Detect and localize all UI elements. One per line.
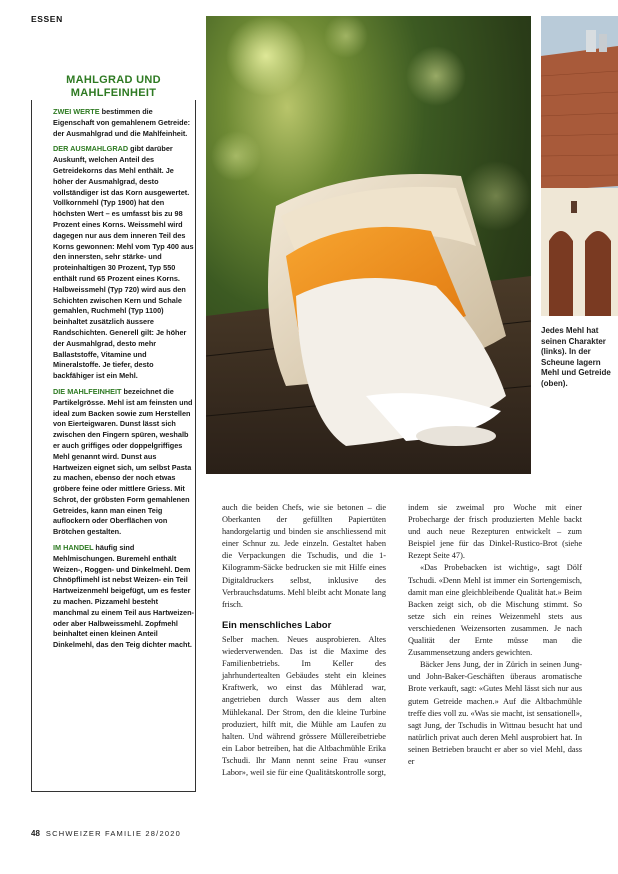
magazine-issue: SCHWEIZER FAMILIE 28/2020 bbox=[45, 829, 181, 838]
flour-bag-photo bbox=[206, 16, 531, 474]
barn-illustration bbox=[541, 16, 618, 316]
photo-caption: Jedes Mehl hat seinen Charakter (links). In der Scheune lagern Mehl und Getreide (oben). bbox=[541, 326, 611, 388]
info-box-title: MAHLGRAD UND MAHLFEINHEIT bbox=[31, 74, 196, 100]
flour-bag-illustration bbox=[206, 16, 531, 474]
info-paragraph: ZWEI WERTE bestimmen die Eigenschaft von gemahlenem Getreide: der Ausmahlgrad und die Mahlfeinheit. bbox=[53, 107, 191, 138]
paragraph: Selber machen. Neues ausprobieren. Altes wiederverwenden. Das ist die Maxime des Familienbetriebs. Im Keller des jahrhundertealten Gebäudes steht ein kleines Kraftwerk, wo einst das Mühlerad war, angetrieben durch Wasser aus dem alten Mühlekanal. Der Strom, den die kleine Turbine produziert, hilft mit, die Mühle am Laufen zu halten. Und während grössere Müllereibetriebe ein Labor betreiben, hat die Altbachmühle Erika Tschudi. Ihr Mann nennt seine Frau «unser Labor», weil sie für eine Qualitätskontrolle sorgt, bbox=[222, 634, 386, 777]
page-number: 48 bbox=[31, 829, 40, 838]
subheading: Ein menschliches Labor bbox=[222, 619, 332, 631]
barn-photo bbox=[541, 16, 618, 316]
paragraph: auch die beiden Chefs, wie sie betonen – die Oberkanten der gefüllten Papiertüten handorgelartig und binden sie anschliessend mit einer Schnur zu. Jede einzeln. Gestaltet haben die Verpackungen die Tschudis, und die 1-Kilogramm-Säcke bedrucken sie mit Hilfe eines Digitaldruckers selbst, inklusive des Verbrauchsdatums. Mehl bleibt acht Monate lang frisch. bbox=[222, 503, 386, 609]
paragraph: indem sie zweimal pro Woche mit einer Probecharge der frisch produzierten Mehle backt und auch neue Rezepturen entwickelt – zum Beispiel jene für das Dinkel-Rustico-Brot (siehe Rezept Seite 47). bbox=[408, 503, 582, 561]
article-column-2 bbox=[408, 502, 582, 768]
page-footer bbox=[31, 829, 181, 838]
info-paragraph: DIE MAHLFEINHEIT bezeichnet die Partikelgrösse. Mehl ist am feinsten und ideal zum Backen sowie zum Herstellen von Eierteigwaren. Dunst lässt sich zwischen den Fingern spüren, weshalb er auch griffiges oder doppelgriffiges Mehl genannt wird. Dunst aus Hartweizen eignet sich, um selbst Pasta zu machen, ebenso der noch etwas gröbere feine oder mittlere Griess. Mit Schrot, der gröbsten Form gemahlenen Getreides, kann man einen Teig auflockern oder Oberflächen von Brötchen gestalten. bbox=[53, 386, 193, 537]
info-paragraph: DER AUSMAHLGRAD gibt darüber Auskunft, welchen Anteil des Getreidekorns das Mehl enthält. Je höher der Ausmahlgrad, desto vollständiger ist das Korn ausgewertet. Vollkornmehl (Typ 1900) hat den höchsten Wert – es umfasst bis zu 98 Prozent eines Korns. Weissmehl wird dagegen nur aus dem inneren Teil des Korns gewonnen: Mehl vom Typ 400 aus den innersten, sehr stärke- und proteinhaltigen 30 Prozent, Typ 550 enthält rund 65 Prozent eines Korns. Halbweissmehl (Typ 720) wird aus den Schichten zwischen Kern und Schale gemahlen, Ruchmehl (Typ 1100) beinhaltet zusätzlich äussere Randschichten. Generell gilt: Je höher der Ausmahlgrad, desto mehr Ballaststoffe, Vitamine und Mineralstoffe. Je tiefer, desto backfähiger ist ein Mehl. bbox=[53, 144, 194, 381]
info-box-body bbox=[53, 107, 194, 656]
info-paragraph: IM HANDEL häufig sind Mehlmischungen. Buremehl enthält Weizen-, Roggen- und Dinkelmehl. Dem Chnöpflimehl ist nebst Weizen- ein Teil Hartweizenmehl beigefügt, um es fester zu machen. Pizzamehl besteht manchmal zu einem Teil aus Hartweizen- oder aber Halbweissmehl. Zopfmehl beinhaltet einen kleinen Anteil Dinkelmehl, das den Teig dichter macht. bbox=[53, 543, 194, 650]
paragraph: «Das Probebacken ist wichtig», sagt Dölf Tschudi. «Denn Mehl ist immer ein Sortengemisch, damit man eine gleichbleibende Qualität hat.» Beim Backen zeigt sich, ob die Mischung stimmt. So setze sich ein reines Weizenmehl stets aus verschiedenen Weizensorten zusammen. Je nach Qualität der Ernte müsse man die Zusammensetzung anders gewichten. bbox=[408, 563, 582, 658]
section-label: ESSEN bbox=[31, 14, 63, 24]
article-column-1 bbox=[222, 502, 386, 779]
paragraph: Bäcker Jens Jung, der in Zürich in seinen Jung- und John-Baker-Geschäften überaus aromatische Brote verkauft, sagt: «Gutes Mehl lässt sich nur aus gutem Getreide machen.» Auf die Altbachmühle treffe dies voll zu. «Was sie macht, ist sensationell», sagt Jung, der Tschudis in Wittnau besucht hat und natürlich privat auch deren Mehl ausprobiert hat. In seinen Betrieben braucht er aber so viel Mehl, dass er bbox=[408, 660, 582, 766]
